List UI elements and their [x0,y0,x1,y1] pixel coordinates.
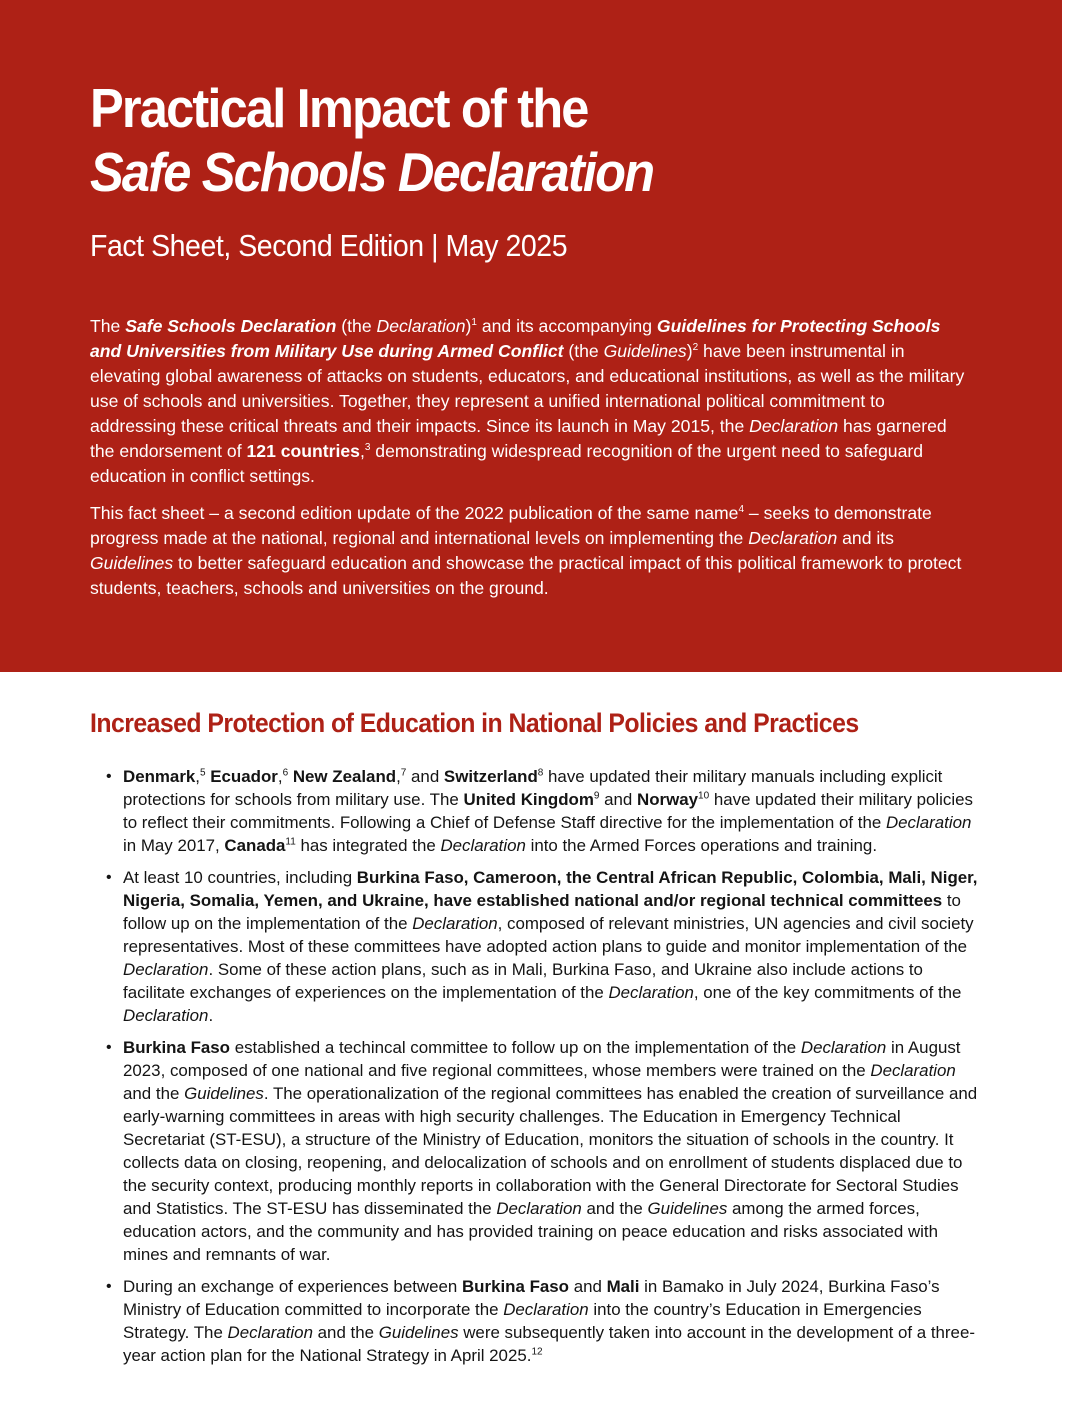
text-run: , composed of relevant ministries, UN agencies and civil society representatives. Most of these committees have adopted action plans to guide and monitor implementation of the [123,914,974,956]
text-run: Declaration [800,1038,887,1057]
text-run: At least 10 countries, including [123,868,357,887]
footnote-ref: 11 [285,836,296,848]
footnote-ref: 8 [537,767,544,779]
title-line-1: Practical Impact of the [90,77,588,139]
bullet-icon: • [106,1039,112,1056]
bullet-icon: • [106,1278,112,1295]
text-run: , [396,767,401,786]
text-run: Declaration [123,960,209,979]
text-run: Declaration [496,1199,582,1218]
text-run: and its [837,528,894,548]
text-run: . The operationalization of the regional committees has enabled the creation of surveillance and early-warning committees in areas with high security challenges. The Education in Emergency Technical Secretariat (ST-ESU), a structure of the Ministry of Education, monitors the situation of schools in the country. It collects data on closing, reopening, and delocalization of schools and on enrollment of students displaced due to the security context, producing monthly reports in collaboration with the General Directorate for Sectoral Studies and Statistics. The ST-ESU has disseminated the [123,1084,978,1218]
page-title [90,76,653,204]
footnote-ref: 6 [282,767,289,779]
footnote-ref: 2 [692,342,699,354]
text-run: Guidelines [603,341,687,361]
text-run: . Some of these action plans, such as in Mali, Burkina Faso, and Ukraine also include actions to facilitate exchanges of experiences on the implementation of the [123,960,923,1002]
text-run: has integrated the [295,836,441,855]
footnote-ref: 5 [200,767,206,779]
text-run: Switzerland [443,767,538,786]
text-run: Safe Schools Declaration [125,316,337,336]
text-run: and the [123,1084,185,1103]
footnote-ref: 12 [531,1346,543,1358]
footnote-ref: 7 [400,767,407,779]
text-run: into the Armed Forces operations and training. [525,836,878,855]
text-run: in May 2017, [123,836,225,855]
bullet-text [123,868,978,1025]
text-run: Declaration [749,416,839,436]
text-run: Denmark [123,767,196,786]
footnote-ref: 3 [364,442,371,454]
text-run: Declaration [748,528,838,548]
text-run: Declaration [885,813,972,832]
text-run: to better safeguard education and showcase the practical impact of this political framework to protect students, teachers, schools and universities on the ground. [90,553,962,598]
text-run: New Zealand [292,767,397,786]
subtitle: Fact Sheet, Second Edition | May 2025 [90,228,568,263]
text-run: among the armed forces, education actors, and the community and has provided training on peace education and risks associated with mines and remnants of war. [123,1199,938,1264]
bullet-item-bamako-exchange [90,1275,985,1367]
text-run: Guidelines for Protecting Schools and Universities from Military Use during Armed Conflict [90,316,941,361]
text-run: United Kingdom [463,790,594,809]
text-run: 121 countries [246,441,360,461]
text-run: established a techincal committee to follow up on the implementation of the [230,1038,801,1057]
intro-text [90,314,970,613]
text-run: (the [563,341,604,361]
text-run: and [569,1277,607,1296]
text-run: , one of the key commitments of the [693,983,962,1002]
footnote-ref: 9 [593,790,600,802]
bullet-icon: • [106,768,112,785]
text-run: and the [312,1323,379,1342]
text-run: Burkina Faso [123,1038,231,1057]
text-run: During an exchange of experiences between [123,1277,462,1296]
bullet-list [90,765,990,1367]
intro-paragraph-2 [90,501,970,601]
bullet-item-burkina-faso [90,1036,985,1266]
footnote-ref: 4 [738,504,745,516]
text-run: Burkina Faso [461,1277,569,1296]
text-run: into the country’s Education in Emergencies Strategy. The [123,1300,922,1342]
bullet-text [123,1038,977,1264]
text-run: . [208,1006,214,1025]
text-run: and its accompanying [476,316,657,336]
text-run: (the [336,316,377,336]
text-run: , [277,767,283,786]
text-run: Norway [637,790,699,809]
text-run: were subsequently taken into account in the development of a three-year action plan for the National Strategy in April 2025. [123,1323,975,1365]
text-run: , [195,767,200,786]
text-run: – seeks to demonstrate progress made at the national, regional and international levels on implementing the [90,503,932,548]
header-banner [0,0,1062,672]
text-run: Guidelines [184,1084,264,1103]
text-run: have been instrumental in elevating global awareness of attacks on students, educators, and educational institutions, as well as the military use of schools and universities. Together, they represent a unified international political commitment to addressing these critical threats and their impacts. Since its launch in May 2015, the [90,341,965,436]
bullet-icon: • [106,869,112,886]
text-run: Declaration [870,1061,956,1080]
text-run: have updated their military policies to reflect their commitments. Following a Chief of Defense Staff directive for the implementation of the [123,790,973,832]
text-run: Declaration [376,316,466,336]
text-run: Ecuador [210,767,278,786]
text-run: Declaration [440,836,526,855]
text-run: The [90,316,126,336]
bullet-item-military-manuals [90,765,985,857]
text-run: Declaration [608,983,694,1002]
text-run: in Bamako in July 2024, Burkina Faso’s Ministry of Education committed to incorporate the [123,1277,940,1319]
text-run: Canada [224,836,286,855]
text-run: have updated their military manuals including explicit protections for schools from military use. The [123,767,943,809]
text-run: , [359,441,365,461]
footnote-ref: 1 [471,317,477,329]
intro-paragraph-1 [90,314,970,489]
text-run: Guidelines [90,553,174,573]
section-heading: Increased Protection of Education in National Policies and Practices [90,708,859,738]
text-run: demonstrating widespread recognition of the urgent need to safeguard education in conflict settings. [90,441,924,486]
bullet-text [123,767,973,855]
national-policies-section [90,708,990,1376]
title-line-2: Safe Schools Declaration [90,141,654,203]
text-run: ) [465,316,472,336]
text-run: to follow up on the implementation of the [123,891,961,933]
text-run: Mali [606,1277,640,1296]
text-run: Guidelines [378,1323,459,1342]
text-run: in August 2023, composed of one national and five regional committees, whose members were trained on the [123,1038,961,1080]
footnote-ref: 10 [698,790,710,802]
text-run: Guidelines [647,1199,728,1218]
text-run: Declaration [503,1300,589,1319]
text-run: Declaration [123,1006,209,1025]
bullet-text [123,1277,975,1365]
text-run: and [406,767,444,786]
text-run: and the [581,1199,648,1218]
text-run: ) [686,341,693,361]
text-run: and [599,790,638,809]
text-run: This fact sheet – a second edition update of the 2022 publication of the same name [90,503,739,523]
text-run: Burkina Faso, Cameroon, the Central African Republic, Colombia, Mali, Niger, Nigeria, Somalia, Yemen, and Ukraine, have established national and/or regional technical committees [123,868,978,910]
text-run: Declaration [412,914,498,933]
text-run: Declaration [227,1323,313,1342]
bullet-item-technical-committees [90,866,985,1027]
text-run: has garnered the endorsement of [90,416,947,461]
